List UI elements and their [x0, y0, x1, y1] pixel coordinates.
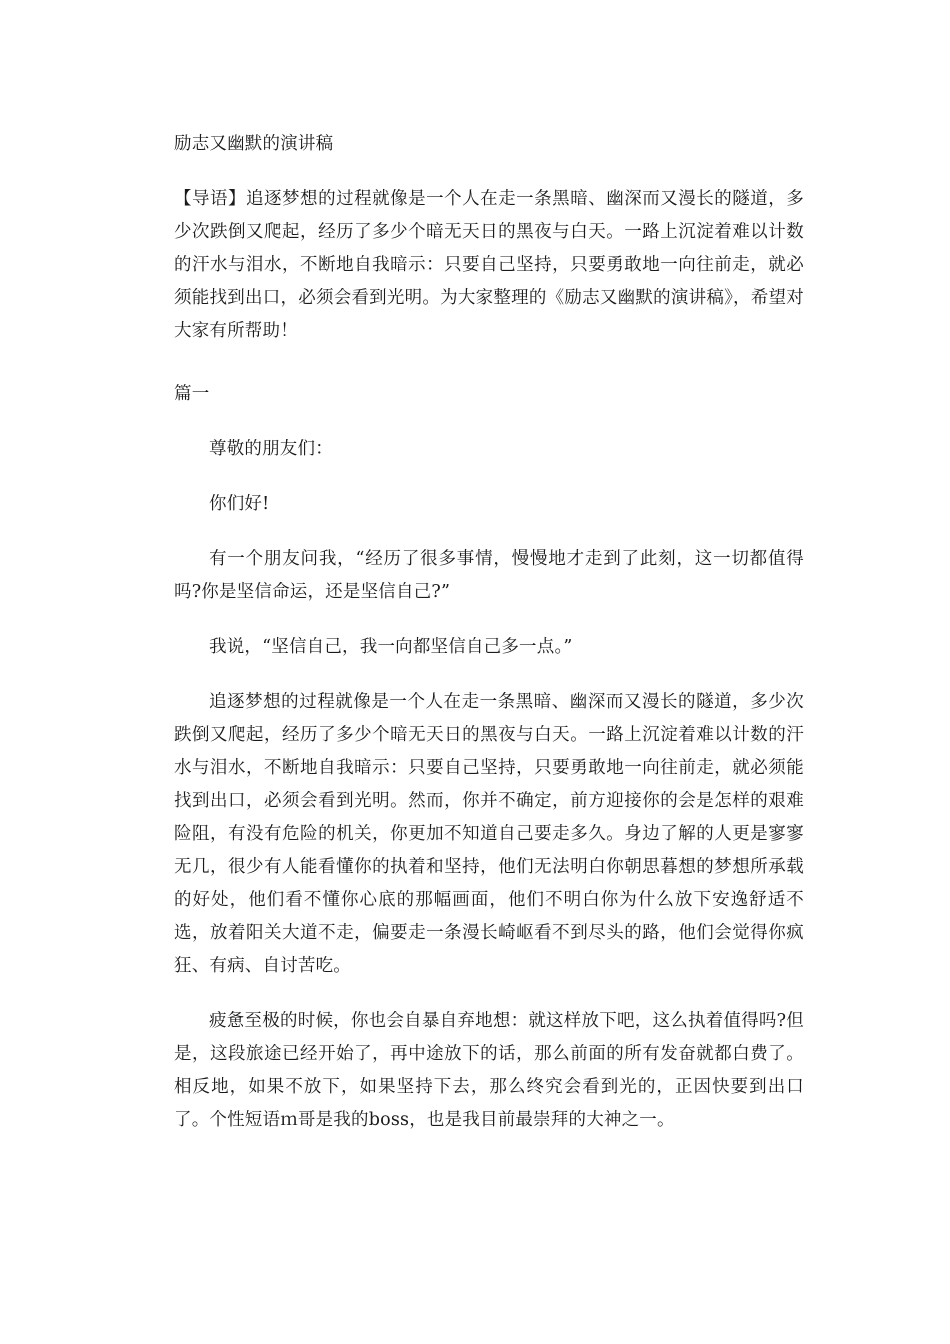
section-title: 篇一 [174, 384, 210, 404]
document-body [174, 128, 804, 1159]
body-paragraph: 追逐梦想的过程就像是一个人在走一条黑暗、幽深而又漫长的隧道，多少次跌倒又爬起，经历了多少个暗无天日的黑夜与白天。一路上沉淀着难以计数的汗水与泪水，不断地自我暗示：只要自己坚持，只要勇敢地一向往前走，就必须能找到出口，必须会看到光明。然而，你并不确定，前方迎接你的会是怎样的艰难险阻，有没有危险的机关，你更加不知道自己要走多久。身边了解的人更是寥寥无几，很少有人能看懂你的执着和坚持，他们无法明白你朝思暮想的梦想所承载的好处，他们看不懂你心底的那幅画面，他们不明白你为什么放下安逸舒适不选，放着阳关大道不走，偏要走一条漫长崎岖看不到尽头的路，他们会觉得你疯狂、有病、自讨苦吃。 [174, 692, 804, 976]
body-paragraph: 有一个朋友问我，“经历了很多事情，慢慢地才走到了此刻，这一切都值得吗?你是坚信命运，还是坚信自己?” [174, 549, 804, 602]
body-paragraph: 我说，“坚信自己，我一向都坚信自己多一点。” [209, 637, 573, 657]
document-title: 励志又幽默的演讲稿 [174, 134, 334, 154]
intro-paragraph: 【导语】追逐梦想的过程就像是一个人在走一条黑暗、幽深而又漫长的隧道，多少次跌倒又爬起，经历了多少个暗无天日的黑夜与白天。一路上沉淀着难以计数的汗水与泪水，不断地自我暗示：只要自己坚持，只要勇敢地一向往前走，就必须能找到出口，必须会看到光明。为大家整理的《励志又幽默的演讲稿》，希望对大家有所帮助！ [174, 189, 804, 341]
greeting-line: 尊敬的朋友们： [209, 439, 333, 459]
hello-line: 你们好! [209, 494, 270, 514]
body-paragraph: 疲惫至极的时候，你也会自暴自弃地想：就这样放下吧，这么执着值得吗?但是，这段旅途已经开始了，再中途放下的话，那么前面的所有发奋就都白费了。相反地，如果不放下，如果坚持下去，那么终究会看到光的，正因快要到出口了。个性短语ｍ哥是我的boss，也是我目前最崇拜的大神之一。 [174, 1011, 804, 1130]
